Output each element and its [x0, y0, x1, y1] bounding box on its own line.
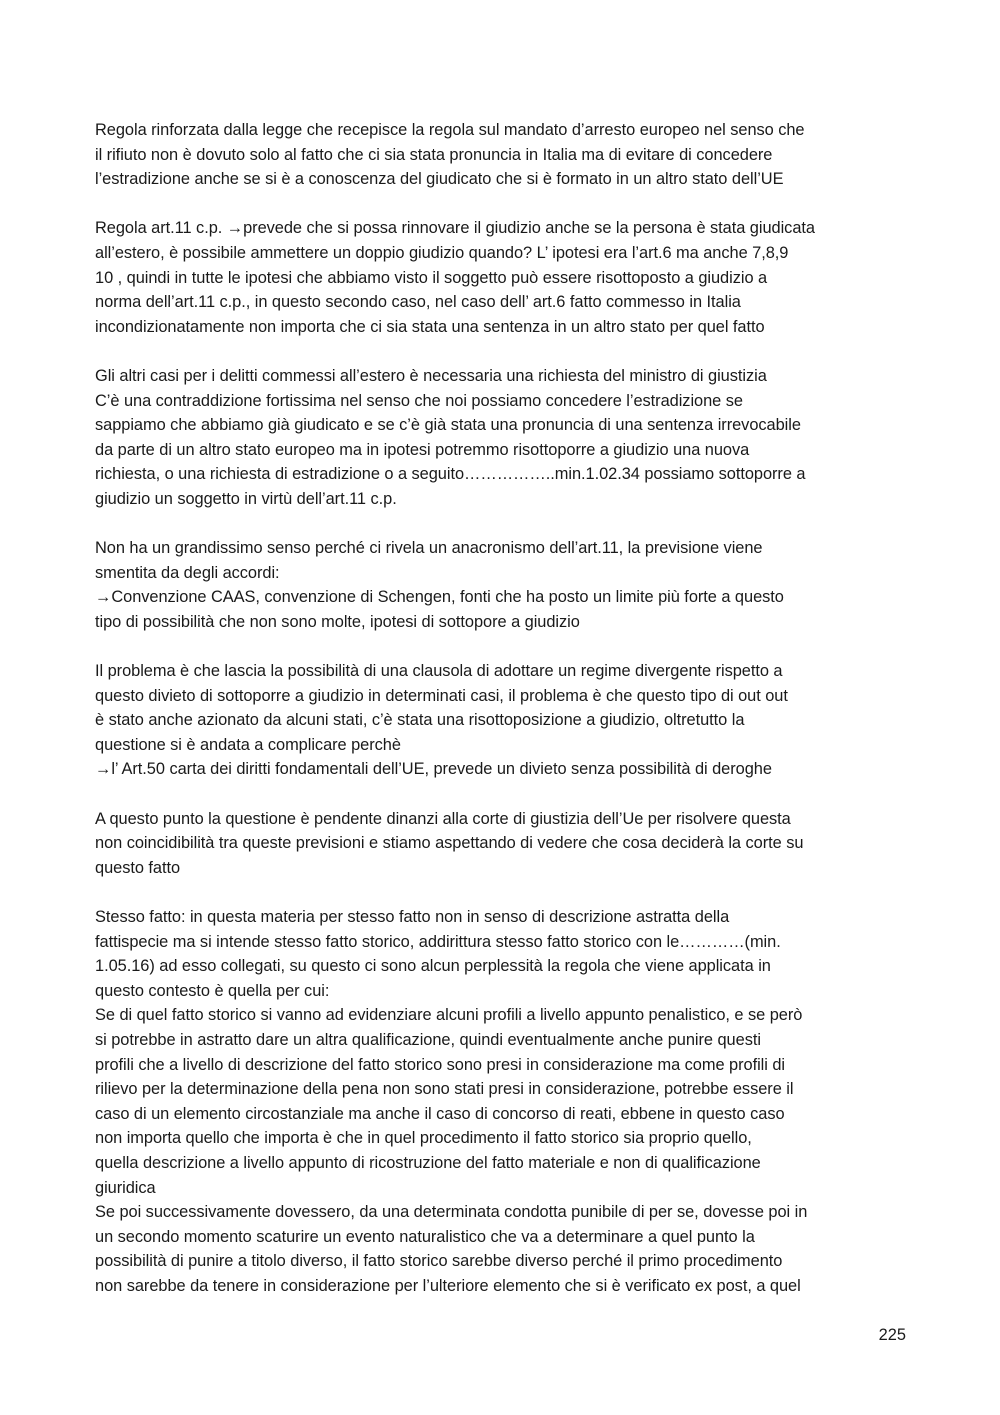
text-line: A questo punto la questione è pendente dinanzi alla corte di giustizia dell’Ue per risolvere questa — [95, 809, 791, 828]
text-line: Se poi successivamente dovessero, da una determinata condotta punibile di per se, dovesse poi in — [95, 1203, 808, 1222]
text-line: Stesso fatto: in questa materia per stesso fatto non in senso di descrizione astratta della — [95, 908, 730, 926]
text-line: possibilità di punire a titolo diverso, il fatto storico sarebbe diverso perché il primo procedimento — [95, 1252, 783, 1271]
text-line: norma dell’art.11 c.p., in questo secondo caso, nel caso dell’ art.6 fatto commesso in Italia — [95, 293, 741, 312]
text-line: Regola art.11 c.p. →prevede che si possa rinnovare il giudizio anche se la persona è stata giudicata — [95, 219, 815, 238]
text-line: →l’ Art.50 carta dei diritti fondamentali dell’UE, prevede un divieto senza possibilità di deroghe — [95, 760, 772, 779]
text-line: Gli altri casi per i delitti commessi all’estero è necessaria una richiesta del ministro di giustizia — [95, 366, 767, 385]
text-line: non importa quello che importa è che in quel procedimento il fatto storico sia proprio quello, — [95, 1129, 752, 1148]
text-line: non sarebbe da tenere in considerazione per l’ulteriore elemento che si è verificato ex post, a quel — [95, 1276, 801, 1295]
text-line: caso di un elemento circostanziale ma anche il caso di concorso di reati, ebbene in questo caso — [95, 1104, 785, 1123]
paragraph-1 — [95, 118, 910, 192]
text-line: incondizionatamente non importa che ci sia stata una sentenza in un altro stato per quel fatto — [95, 317, 765, 336]
text-line: 1.05.16) ad esso collegati, su questo ci sono alcun perplessità la regola che viene applicata in — [95, 957, 771, 976]
text-line: questo fatto — [95, 858, 181, 877]
text-line: →Convenzione CAAS, convenzione di Schengen, fonti che ha posto un limite più forte a questo — [95, 588, 784, 607]
text-line: rilievo per la determinazione della pena non sono stati presi in considerazione, potrebbe essere il — [95, 1080, 794, 1099]
text-line: Se di quel fatto storico si vanno ad evidenziare alcuni profili a livello appunto penalistico, e se però — [95, 1006, 803, 1025]
text-line: da parte di un altro stato europeo ma in ipotesi potremmo risottoporre a giudizio una nuova — [95, 440, 750, 459]
text-line: Regola rinforzata dalla legge che recepisce la regola sul mandato d’arresto europeo nel senso che — [95, 121, 805, 139]
paragraph-5 — [95, 659, 910, 782]
text-line: questo divieto di sottoporre a giudizio in determinati casi, il problema è che questo tipo di out out — [95, 686, 788, 705]
text-line: giuridica — [95, 1178, 156, 1197]
paragraph-7 — [95, 905, 910, 1299]
text-line: sappiamo che abbiamo già giudicato e se c’è già stata una pronuncia di una sentenza irrevocabile — [95, 416, 801, 435]
text-line: è stato anche azionato da alcuni stati, c’è stata una risottoposizione a giudizio, oltretutto la — [95, 711, 745, 730]
text-line: si potrebbe in astratto dare un altra qualificazione, quindi eventualmente anche punire questi — [95, 1030, 761, 1049]
text-line: 10 , quindi in tutte le ipotesi che abbiamo visto il soggetto può essere risottoposto a giudizio a — [95, 268, 768, 287]
paragraph-6 — [95, 807, 910, 881]
text-line: Non ha un grandissimo senso perché ci rivela un anacronismo dell’art.11, la previsione viene — [95, 539, 763, 558]
page-number: 225 — [878, 1326, 906, 1344]
paragraph-2 — [95, 216, 910, 339]
text-line: smentita da degli accordi: — [95, 563, 280, 582]
text-line: non coincidibilità tra queste previsioni e stiamo aspettando di vedere che cosa deciderà la corte su — [95, 834, 804, 853]
page-body — [95, 118, 910, 1323]
text-line: questione si è andata a complicare perchè — [95, 735, 401, 754]
text-line: richiesta, o una richiesta di estradizione o a seguito……………..min.1.02.34 possiamo sottoporre a — [95, 465, 806, 484]
text-line: il rifiuto non è dovuto solo al fatto che ci sia stata pronuncia in Italia ma di evitare di concedere — [95, 145, 773, 164]
text-line: tipo di possibilità che non sono molte, ipotesi di sottopore a giudizio — [95, 612, 580, 631]
text-line: C’è una contraddizione fortissima nel senso che noi possiamo concedere l’estradizione se — [95, 391, 743, 410]
text-line: fattispecie ma si intende stesso fatto storico, addirittura stesso fatto storico con le…………(min. — [95, 932, 781, 951]
text-line: un secondo momento scaturire un evento naturalistico che va a determinare a quel punto la — [95, 1227, 755, 1246]
text-line: giudizio un soggetto in virtù dell’art.11 c.p. — [95, 489, 397, 508]
text-line: l’estradizione anche se si è a conoscenza del giudicato che si è formato in un altro stato dell’UE — [95, 170, 784, 189]
paragraph-4 — [95, 536, 910, 634]
paragraph-3 — [95, 364, 910, 512]
text-line: Il problema è che lascia la possibilità di una clausola di adottare un regime divergente rispetto a — [95, 662, 783, 681]
text-line: profili che a livello di descrizione del fatto storico sono presi in considerazione ma come profili di — [95, 1055, 786, 1074]
text-line: quella descrizione a livello appunto di ricostruzione del fatto materiale e non di qualificazione — [95, 1153, 761, 1172]
text-line: questo contesto è quella per cui: — [95, 981, 330, 1000]
text-line: all’estero, è possibile ammettere un doppio giudizio quando? L’ ipotesi era l’art.6 ma anche 7,8,9 — [95, 243, 789, 262]
